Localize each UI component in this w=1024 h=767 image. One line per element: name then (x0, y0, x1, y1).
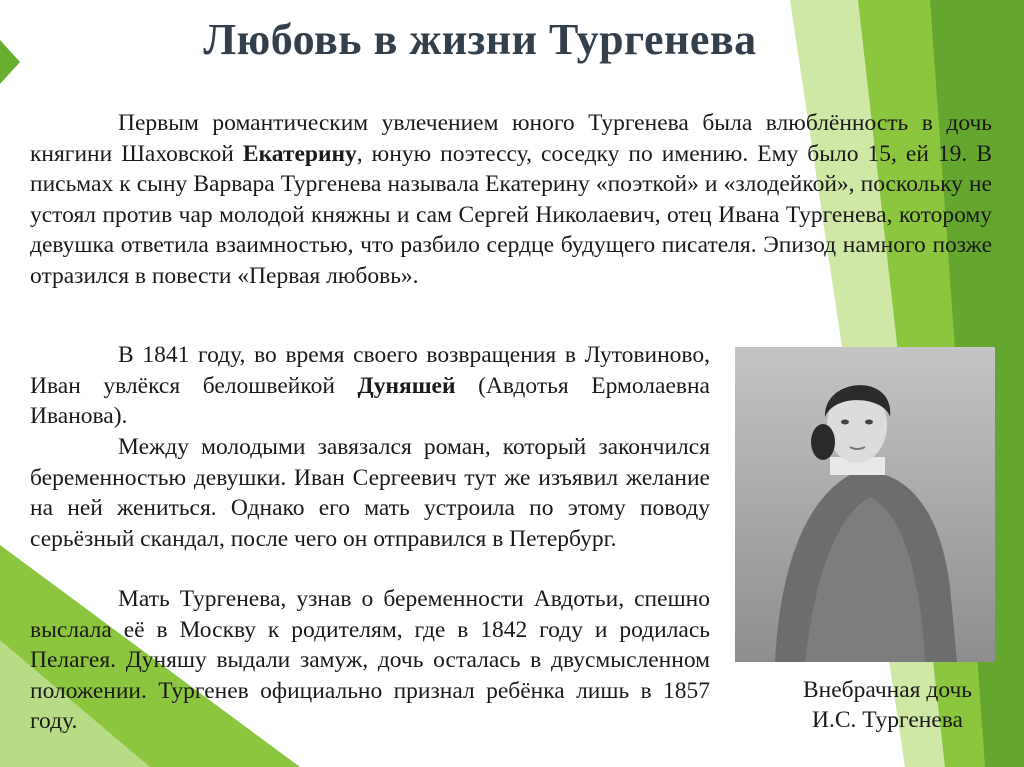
caption-line-2: И.С. Тургенева (812, 707, 963, 733)
paragraph-mother: Мать Тургенева, узнав о беременности Авдотьи, спешно выслала её в Москву к родителям, где в 1842 году и родилась Пелагея. Дуняшу выдали замуж, дочь осталась в двусмысленном положении. Тургенев официально признал ребёнка лишь в 1857 году. (30, 586, 710, 734)
paragraph-katerina: Первым романтическим увлечением юного Тургенева была влюблённость в дочь княгини Шаховской Екатерину, юную поэтессу, соседку по имению. Ему было 15, ей 19. В письмах к сыну Варвара Тургенева называла Екатерину «поэткой» и «злодейкой», поскольку не устоял против чар молодой княжны и сам Сергей Николаевич, отец Ивана Тургенева, которому девушка ответила взаимностью, что разбило сердце будущего писателя. Эпизод намного позже отразился в повести «Первая любовь». (30, 110, 992, 289)
caption-line-1: Внебрачная дочь (802, 677, 973, 703)
portrait-photo (735, 347, 995, 662)
bold-name-ekaterina: Екатерину (242, 140, 357, 167)
slide-title: Любовь в жизни Тургенева (203, 15, 757, 64)
paragraph-romance: Между молодыми завязался роман, который закончился беременностью девушки. Иван Сергеевич тут же изъявил желание на ней жениться. Однако его мать устроила по этому поводу серьёзный скандал, после чего он отправился в Петербург. (30, 434, 710, 552)
bold-name-dunyasha: Дуняшей (357, 372, 456, 399)
portrait-illustration (735, 347, 995, 662)
photo-caption (775, 675, 1000, 735)
paragraph-1841: В 1841 году, во время своего возвращения в Лутовиново, Иван увлёкся белошвейкой Дуняшей (Авдотья Ермолаевна Иванова). (30, 342, 710, 429)
